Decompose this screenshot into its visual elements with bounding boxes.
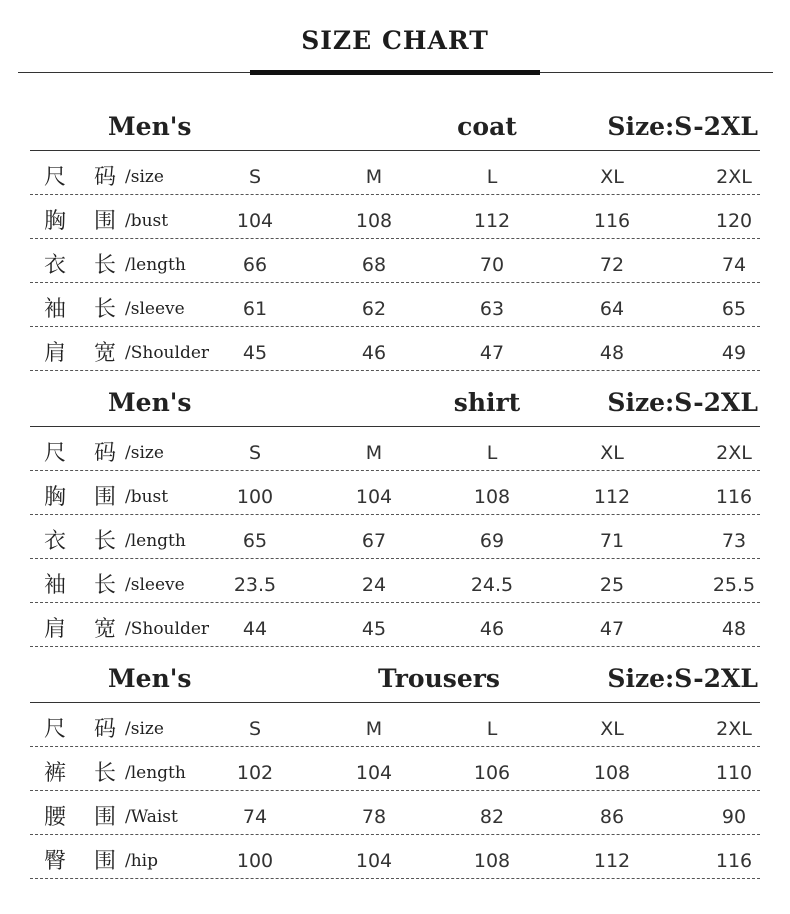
section-header <box>30 652 760 703</box>
table-row <box>30 471 760 515</box>
table-cell: 120 <box>715 210 753 232</box>
section-category: Men's <box>108 112 192 141</box>
section-size-range: Size:S-2XL <box>607 388 758 417</box>
table-row <box>30 747 760 791</box>
table-cell: 23.5 <box>233 574 277 596</box>
table-cell: 66 <box>242 254 268 276</box>
table-cell: 45 <box>242 342 268 364</box>
table-cell: 110 <box>715 762 753 784</box>
row-label-zh-second: 长 <box>94 761 117 786</box>
row-label-zh-second: 围 <box>94 209 117 234</box>
table-cell: 104 <box>355 486 393 508</box>
table-cell: 108 <box>355 210 393 232</box>
table-cell: 71 <box>599 530 625 552</box>
section-rows <box>30 151 760 371</box>
row-label-zh-second: 宽 <box>94 617 117 642</box>
table-cell: 64 <box>599 298 625 320</box>
row-label-zh-first: 尺 <box>44 165 67 190</box>
table-cell: 48 <box>721 618 747 640</box>
table-cell: 104 <box>236 210 274 232</box>
table-cell: 86 <box>599 806 625 828</box>
table-cell: 78 <box>361 806 387 828</box>
row-label-zh-second: 码 <box>94 441 117 466</box>
table-cell: 108 <box>593 762 631 784</box>
section-rows <box>30 427 760 647</box>
row-label-zh-second: 长 <box>94 573 117 598</box>
row-label-zh-second: 码 <box>94 165 117 190</box>
row-label-zh-first: 尺 <box>44 441 67 466</box>
section-shirt <box>30 376 760 647</box>
table-row <box>30 195 760 239</box>
table-row <box>30 703 760 747</box>
table-cell: 104 <box>355 850 393 872</box>
row-label-zh-first: 袖 <box>44 573 67 598</box>
row-label-en: /size <box>125 719 164 739</box>
table-cell: 74 <box>721 254 747 276</box>
table-cell: 69 <box>479 530 505 552</box>
section-size-range: Size:S-2XL <box>607 664 758 693</box>
table-cell: M <box>365 718 383 740</box>
row-label-en: /Shoulder <box>125 343 210 363</box>
table-row <box>30 559 760 603</box>
row-label-zh-second: 围 <box>94 805 117 830</box>
table-cell: 104 <box>355 762 393 784</box>
row-label-en: /length <box>125 763 186 783</box>
row-label-en: /size <box>125 167 164 187</box>
table-cell: 45 <box>361 618 387 640</box>
section-size-range: Size:S-2XL <box>607 112 758 141</box>
row-label-en: /size <box>125 443 164 463</box>
table-cell: 25 <box>599 574 625 596</box>
row-label-zh-first: 胸 <box>44 209 67 234</box>
table-cell: 2XL <box>716 442 752 464</box>
table-cell: S <box>248 718 262 740</box>
table-cell: 106 <box>473 762 511 784</box>
table-cell: 25.5 <box>712 574 756 596</box>
table-cell: 116 <box>715 486 753 508</box>
row-label-zh-second: 宽 <box>94 341 117 366</box>
table-row <box>30 515 760 559</box>
page-title: SIZE CHART <box>301 26 489 55</box>
row-label-zh-first: 肩 <box>44 341 67 366</box>
table-cell: 100 <box>236 486 274 508</box>
table-cell: 112 <box>593 486 631 508</box>
row-label-zh-second: 围 <box>94 849 117 874</box>
row-label-zh-first: 尺 <box>44 717 67 742</box>
section-category: Men's <box>108 664 192 693</box>
section-garment: Trousers <box>377 664 501 693</box>
table-cell: 62 <box>361 298 387 320</box>
row-label-zh-first: 裤 <box>44 761 67 786</box>
row-label-zh-first: 衣 <box>44 253 67 278</box>
row-label-zh-first: 肩 <box>44 617 67 642</box>
table-cell: 102 <box>236 762 274 784</box>
table-cell: 68 <box>361 254 387 276</box>
row-label-en: /bust <box>125 487 169 507</box>
table-cell: 67 <box>361 530 387 552</box>
row-label-zh-second: 长 <box>94 253 117 278</box>
table-cell: 72 <box>599 254 625 276</box>
section-coat <box>30 100 760 371</box>
section-trousers <box>30 652 760 879</box>
table-cell: 46 <box>479 618 505 640</box>
row-label-en: /length <box>125 255 186 275</box>
table-cell: 49 <box>721 342 747 364</box>
row-label-en: /hip <box>125 851 158 871</box>
table-cell: 47 <box>599 618 625 640</box>
table-cell: S <box>248 442 262 464</box>
table-cell: 108 <box>473 850 511 872</box>
table-cell: 82 <box>479 806 505 828</box>
row-label-en: /sleeve <box>125 299 185 319</box>
table-cell: 73 <box>721 530 747 552</box>
table-cell: 24 <box>361 574 387 596</box>
row-label-en: /length <box>125 531 186 551</box>
row-label-zh-second: 长 <box>94 297 117 322</box>
table-cell: L <box>486 718 498 740</box>
row-label-zh-second: 长 <box>94 529 117 554</box>
row-label-zh-second: 码 <box>94 717 117 742</box>
table-cell: 2XL <box>716 718 752 740</box>
table-cell: M <box>365 442 383 464</box>
row-label-en: /sleeve <box>125 575 185 595</box>
table-row <box>30 239 760 283</box>
table-row <box>30 835 760 879</box>
section-garment: shirt <box>453 388 521 417</box>
table-row <box>30 151 760 195</box>
row-label-zh-first: 胸 <box>44 485 67 510</box>
table-row <box>30 427 760 471</box>
table-cell: 65 <box>242 530 268 552</box>
table-cell: 112 <box>473 210 511 232</box>
table-row <box>30 603 760 647</box>
table-cell: XL <box>600 442 624 464</box>
section-rows <box>30 703 760 879</box>
table-cell: 2XL <box>716 166 752 188</box>
section-header <box>30 100 760 151</box>
table-cell: XL <box>600 166 624 188</box>
row-label-en: /Shoulder <box>125 619 210 639</box>
title-underline <box>250 70 540 75</box>
table-cell: M <box>365 166 383 188</box>
table-cell: 100 <box>236 850 274 872</box>
table-cell: 112 <box>593 850 631 872</box>
table-row <box>30 283 760 327</box>
table-cell: 46 <box>361 342 387 364</box>
table-cell: S <box>248 166 262 188</box>
row-label-zh-second: 围 <box>94 485 117 510</box>
table-cell: XL <box>600 718 624 740</box>
table-row <box>30 327 760 371</box>
table-cell: 108 <box>473 486 511 508</box>
section-garment: coat <box>457 112 517 141</box>
row-label-zh-first: 袖 <box>44 297 67 322</box>
table-cell: 44 <box>242 618 268 640</box>
row-label-zh-first: 衣 <box>44 529 67 554</box>
table-cell: 65 <box>721 298 747 320</box>
table-cell: 116 <box>593 210 631 232</box>
table-cell: 116 <box>715 850 753 872</box>
table-cell: 48 <box>599 342 625 364</box>
section-header <box>30 376 760 427</box>
row-label-en: /Waist <box>125 807 178 827</box>
table-cell: 24.5 <box>470 574 514 596</box>
table-cell: 70 <box>479 254 505 276</box>
table-cell: 47 <box>479 342 505 364</box>
table-cell: 63 <box>479 298 505 320</box>
table-cell: L <box>486 442 498 464</box>
table-cell: L <box>486 166 498 188</box>
row-label-en: /bust <box>125 211 169 231</box>
row-label-zh-first: 臀 <box>44 849 67 874</box>
table-cell: 74 <box>242 806 268 828</box>
section-category: Men's <box>108 388 192 417</box>
table-row <box>30 791 760 835</box>
row-label-zh-first: 腰 <box>44 805 67 830</box>
table-cell: 61 <box>242 298 268 320</box>
table-cell: 90 <box>721 806 747 828</box>
